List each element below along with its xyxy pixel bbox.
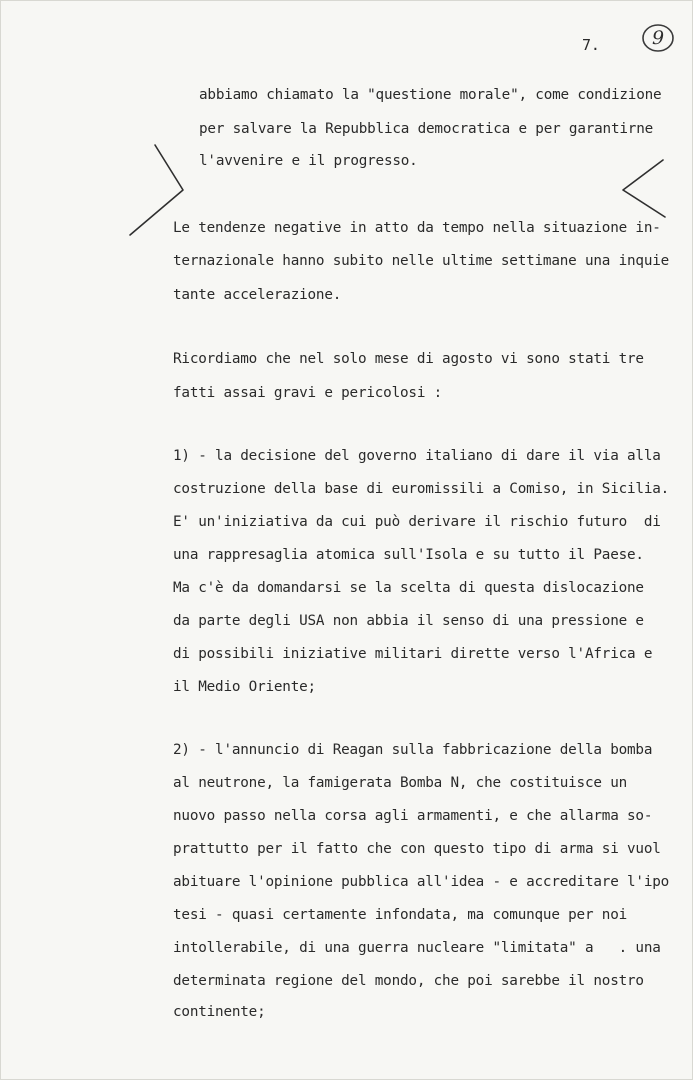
paragraph-5-line-9: continente; xyxy=(173,1004,266,1020)
paragraph-2-line-1: Le tendenze negative in atto da tempo nella situazione in- xyxy=(173,220,661,236)
paragraph-5-line-5: abituare l'opinione pubblica all'idea - e accreditare l'ipo xyxy=(173,874,670,890)
paragraph-5-line-3: nuovo passo nella corsa agli armamenti, e che allarma so- xyxy=(173,808,653,824)
page-number: 7. xyxy=(582,36,600,54)
paragraph-5-line-1: 2) - l'annuncio di Reagan sulla fabbricazione della bomba xyxy=(173,742,653,758)
paragraph-4-line-5: Ma c'è da domandarsi se la scelta di questa dislocazione xyxy=(173,580,644,596)
paragraph-4-line-3: E' un'iniziativa da cui può derivare il rischio futuro di xyxy=(173,514,661,530)
paragraph-4-line-1: 1) - la decisione del governo italiano di dare il via alla xyxy=(173,448,661,464)
paragraph-2-line-3: tante accelerazione. xyxy=(173,287,342,303)
paragraph-4-line-2: costruzione della base di euromissili a Comiso, in Sicilia. xyxy=(173,481,670,497)
paragraph-5-line-2: al neutrone, la famigerata Bomba N, che costituisce un xyxy=(173,775,628,791)
paragraph-2-line-2: ternazionale hanno subito nelle ultime settimane una inquie xyxy=(173,253,670,269)
paragraph-5-line-8: determinata regione del mondo, che poi sarebbe il nostro xyxy=(173,973,644,989)
paragraph-5-line-7: intollerabile, di una guerra nucleare "limitata" a . una xyxy=(173,940,661,956)
paragraph-4-line-4: una rappresaglia atomica sull'Isola e su tutto il Paese. xyxy=(173,547,644,563)
paragraph-3-line-2: fatti assai gravi e pericolosi : xyxy=(173,385,443,401)
paragraph-1-line-2: per salvare la Repubblica democratica e per garantirne xyxy=(199,121,654,137)
folio-stamp xyxy=(638,20,678,56)
paragraph-1-line-3: l'avvenire e il progresso. xyxy=(199,153,418,169)
paragraph-4-line-8: il Medio Oriente; xyxy=(173,679,316,695)
paragraph-5-line-6: tesi - quasi certamente infondata, ma comunque per noi xyxy=(173,907,628,923)
paragraph-5-line-4: prattutto per il fatto che con questo tipo di arma si vuol xyxy=(173,841,661,857)
paragraph-3-line-1: Ricordiamo che nel solo mese di agosto vi sono stati tre xyxy=(173,351,644,367)
paragraph-4-line-6: da parte degli USA non abbia il senso di una pressione e xyxy=(173,613,644,629)
paragraph-4-line-7: di possibili iniziative militari dirette verso l'Africa e xyxy=(173,646,653,662)
paragraph-1-line-1: abbiamo chiamato la "questione morale", come condizione xyxy=(199,87,662,103)
folio-stamp-label: 9 xyxy=(652,27,664,49)
bracket-left-mark xyxy=(615,155,670,225)
